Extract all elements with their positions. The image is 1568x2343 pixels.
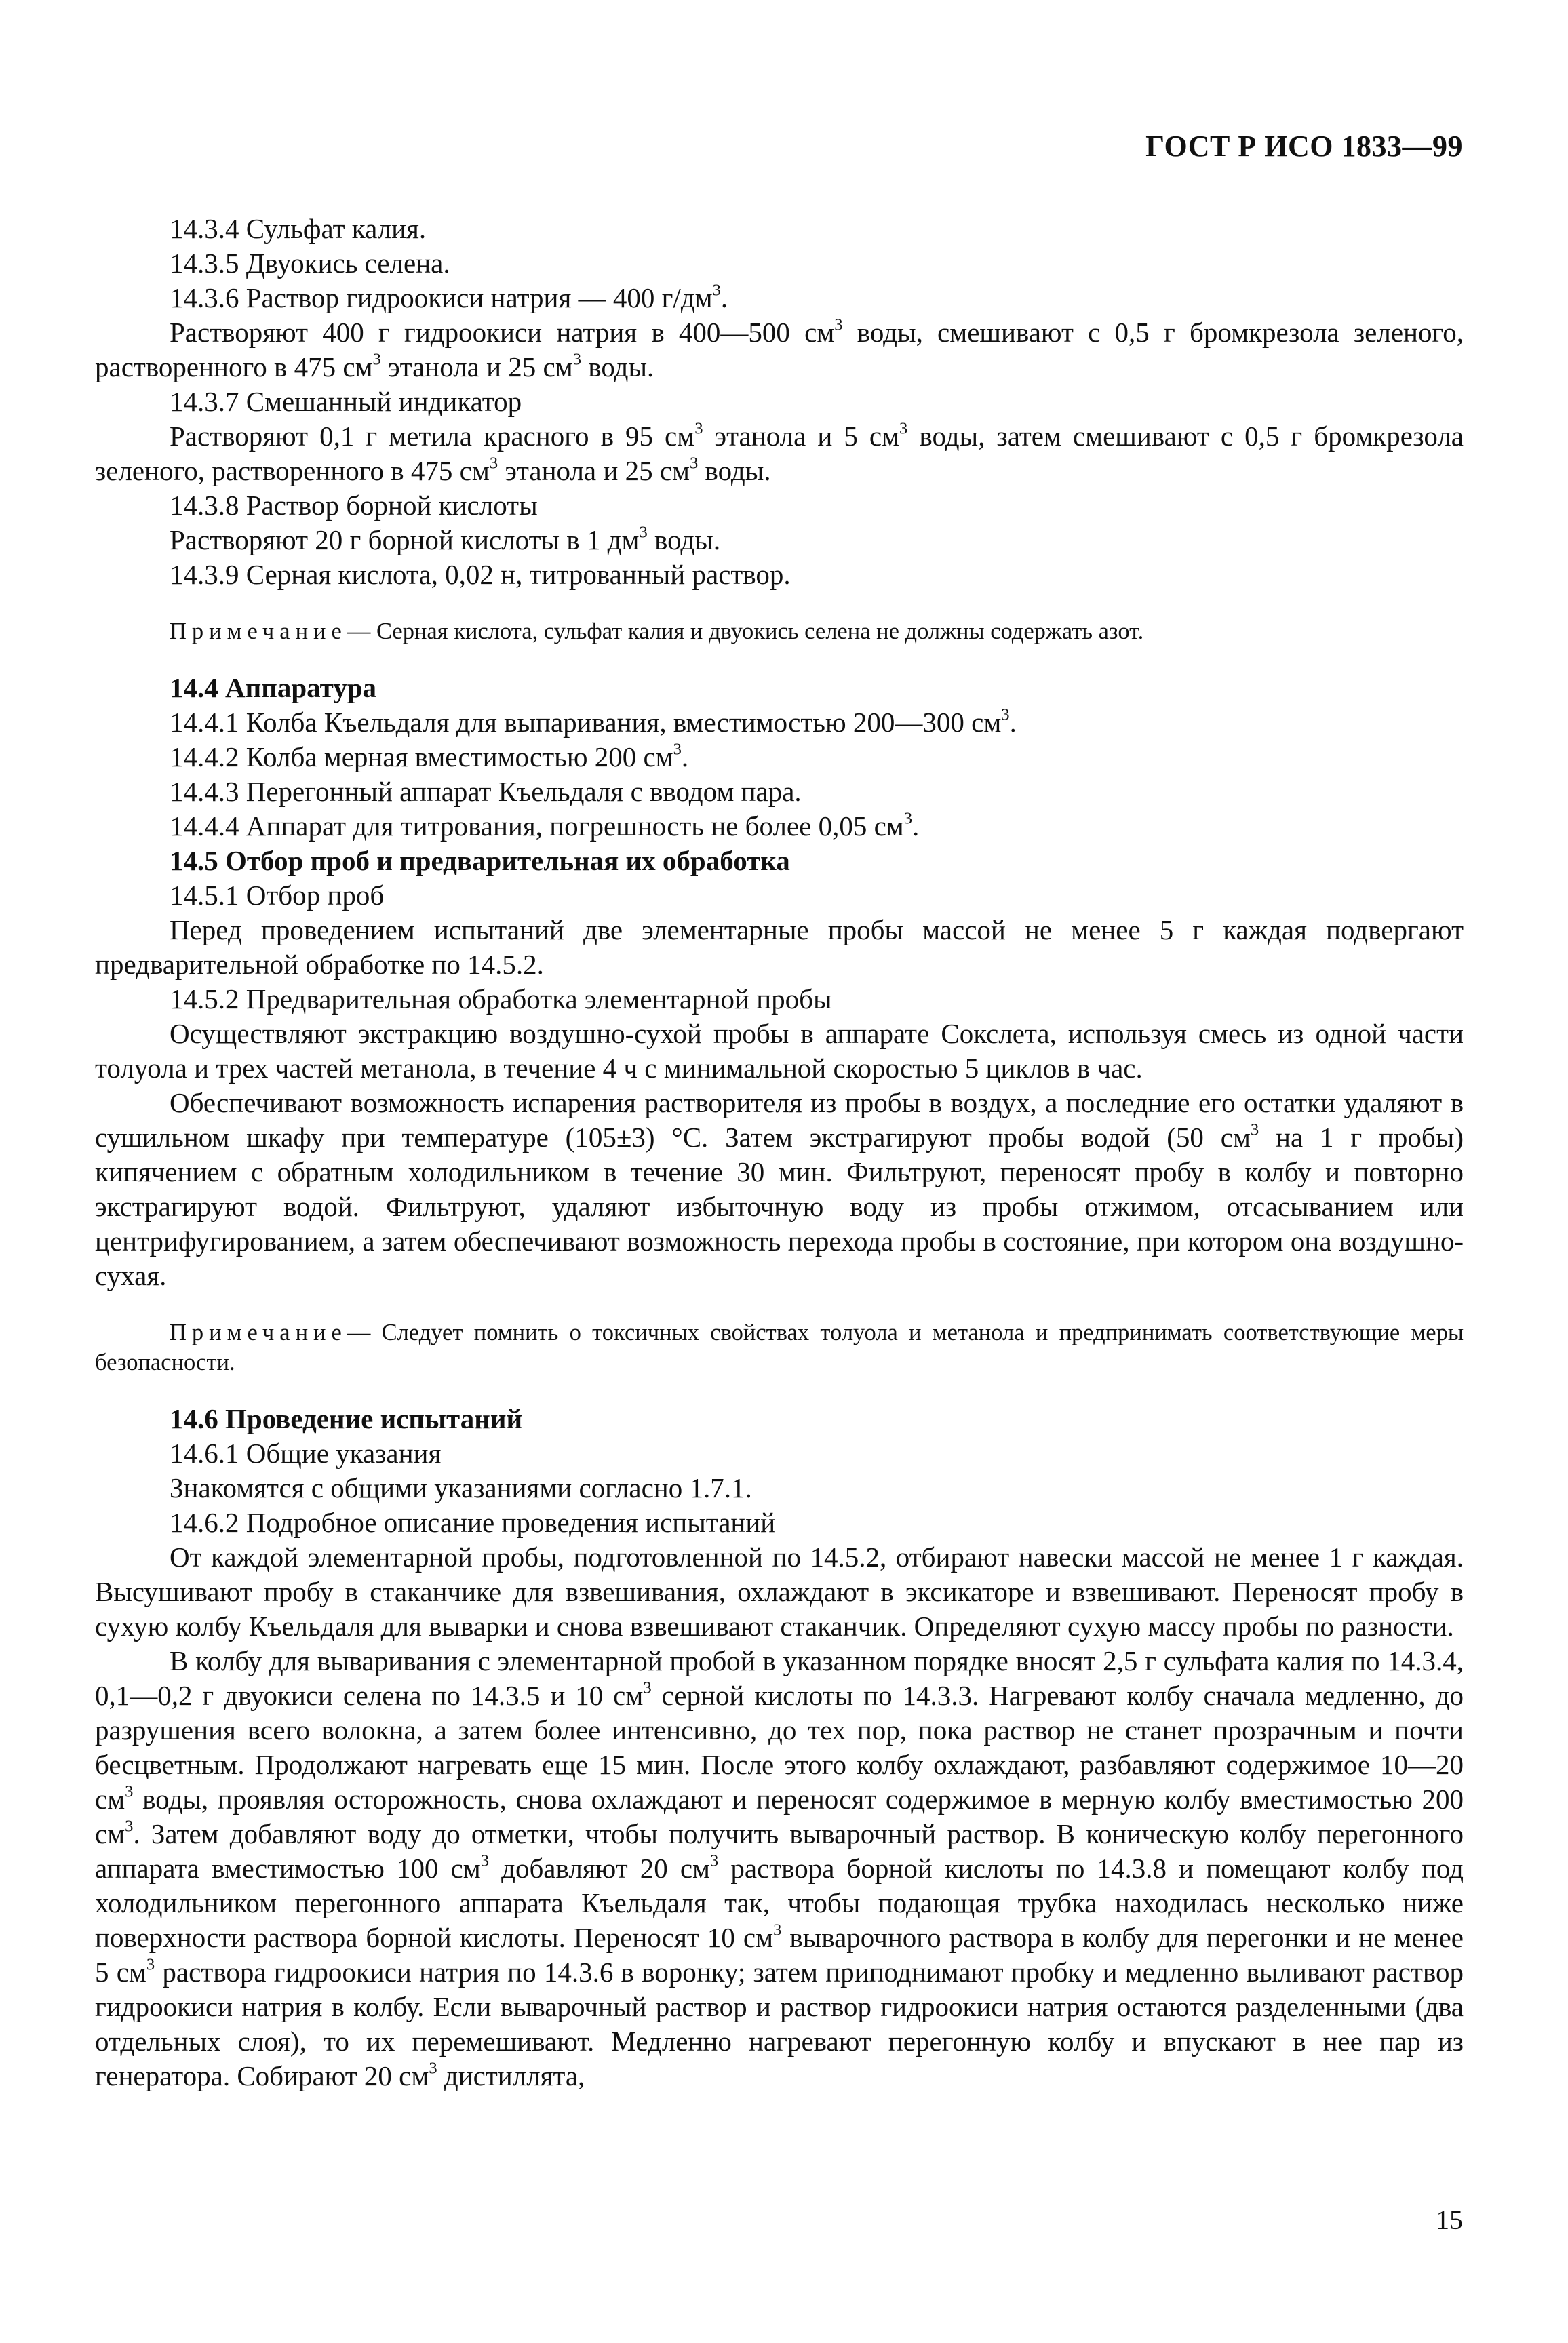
text-run: Растворяют 0,1 г метила красного в 95 см bbox=[170, 420, 695, 452]
text-run: этанола и 5 см bbox=[703, 420, 900, 452]
item-14-4-1 bbox=[95, 705, 1464, 740]
text-run: Растворяют 20 г борной кислоты в 1 дм bbox=[170, 524, 640, 555]
note-text: — Серная кислота, сульфат калия и двуокись селена не должны содержать азот. bbox=[347, 618, 1144, 644]
text-run: 14.4.4 Аппарат для титрования, погрешность не более 0,05 см bbox=[170, 810, 904, 842]
item-14-6-2: 14.6.2 Подробное описание проведения испытаний bbox=[170, 1507, 776, 1538]
item-14-3-6 bbox=[95, 281, 1464, 315]
superscript: 3 bbox=[125, 1782, 134, 1801]
superscript: 3 bbox=[899, 419, 908, 438]
superscript: 3 bbox=[689, 454, 699, 473]
text-run: . bbox=[912, 810, 920, 842]
paragraph-digestion bbox=[95, 1644, 1464, 2093]
superscript: 3 bbox=[429, 2059, 437, 2078]
text-run: . Затем добавляют воду до отметки, чтобы получить выварочный раствор. В коническую колбу перегонного аппарата вместимостью 100 см bbox=[95, 1818, 1464, 1884]
note-reagents bbox=[95, 616, 1464, 646]
note-text: — Следует помнить о токсичных свойствах толуола и метанола и предпринимать соответствующие меры безопасности. bbox=[95, 1320, 1464, 1375]
text-run: на 1 г пробы) кипячением с обратным холодильником в течение 30 мин. Фильтруют, переносят пробу в колбу и повторно экстрагируют водой. Фильтруют, удаляют избыточную воду из пробы отжимом, отсасыванием или центрифугированием, а затем обеспечивают возможность перехода пробы в состояние, при котором она воздушно-сухая. bbox=[95, 1122, 1464, 1291]
superscript: 3 bbox=[834, 315, 843, 334]
text-run: В колбу для вываривания с элементарной пробой в указанном порядке вносят 2,5 г сульфата калия по 14.3.4, 0,1—0,2 г двуокиси селена по 14.3.5 и 10 см bbox=[95, 1645, 1464, 1711]
item-text: . bbox=[720, 282, 728, 313]
superscript: 3 bbox=[903, 809, 913, 828]
superscript: 3 bbox=[1250, 1120, 1259, 1139]
heading-14-5: 14.5 Отбор проб и предварительная их обработка bbox=[170, 845, 790, 876]
superscript: 3 bbox=[572, 350, 581, 369]
item-14-4-2 bbox=[95, 740, 1464, 774]
text-run: . bbox=[681, 741, 689, 772]
paragraph-general-instructions: Знакомятся с общими указаниями согласно 1.7.1. bbox=[170, 1472, 752, 1503]
text-run: воды, проявляя осторожность, снова охлаждают и переносят содержимое в мерную колбу вместимостью 200 см bbox=[95, 1784, 1464, 1849]
superscript: 3 bbox=[1001, 705, 1010, 724]
text-run: воды. bbox=[581, 351, 654, 382]
superscript: 3 bbox=[372, 350, 381, 369]
superscript: 3 bbox=[639, 523, 648, 542]
paragraph-soxhlet: Осуществляют экстракцию воздушно-сухой пробы в аппарате Сокслета, используя смесь из одной части толуола и трех частей метанола, в течение 4 ч с минимальной скоростью 5 циклов в час. bbox=[95, 1018, 1464, 1084]
item-14-4-3: 14.4.3 Перегонный аппарат Къельдаля с вводом пара. bbox=[170, 776, 802, 807]
paragraph-mixed-indicator bbox=[95, 419, 1464, 488]
note-label: Примечание bbox=[170, 1320, 347, 1345]
superscript: 3 bbox=[643, 1678, 652, 1697]
item-14-5-1: 14.5.1 Отбор проб bbox=[170, 880, 385, 911]
item-14-5-2: 14.5.2 Предварительная обработка элементарной пробы bbox=[170, 983, 832, 1015]
superscript: 3 bbox=[773, 1921, 782, 1940]
note-toxicity bbox=[95, 1318, 1464, 1377]
text-run: дистиллята, bbox=[437, 2060, 585, 2091]
item-14-3-9: 14.3.9 Серная кислота, 0,02 н, титрованный раствор. bbox=[170, 559, 791, 590]
text-run: раствора гидроокиси натрия по 14.3.6 в воронку; затем приподнимают пробку и медленно выливают раствор гидроокиси натрия в колбу. Если выварочный раствор и раствор гидроокиси натрия остаются разделенными (два отдельных слоя), то их перемешивают. Медленно нагревают перегонную колбу и впускают в нее пар из генератора. Собирают 20 см bbox=[95, 1956, 1464, 2091]
superscript: 3 bbox=[480, 1851, 489, 1870]
text-run: . bbox=[1009, 707, 1017, 738]
text-run: воды. bbox=[698, 455, 771, 486]
superscript: 3 bbox=[489, 454, 498, 473]
paragraph-drying bbox=[95, 1086, 1464, 1293]
text-run: Растворяют 400 г гидроокиси натрия в 400—500 см bbox=[170, 317, 835, 348]
text-run: Обеспечивают возможность испарения растворителя из пробы в воздух, а последние его остатки удаляют в сушильном шкафу при температуре (105±3) °С. Затем экстрагируют пробы водой (50 см bbox=[95, 1087, 1464, 1153]
paragraph-sampling: Перед проведением испытаний две элементарные пробы массой не менее 5 г каждая подвергают предварительной обработке по 14.5.2. bbox=[95, 914, 1464, 980]
superscript: 3 bbox=[709, 1851, 719, 1870]
superscript: 3 bbox=[694, 419, 703, 438]
text-run: выварочного раствора в колбу для перегонки и не менее 5 см bbox=[95, 1922, 1464, 1988]
item-14-3-8: 14.3.8 Раствор борной кислоты bbox=[170, 490, 538, 521]
text-run: раствора борной кислоты по 14.3.8 и помещают колбу под холодильником перегонного аппарата Къельдаля так, чтобы подающая трубка находилась несколько ниже поверхности раствора борной кислоты. Переносят 10 см bbox=[95, 1853, 1464, 1953]
superscript: 3 bbox=[673, 740, 682, 759]
paragraph-weighing: От каждой элементарной пробы, подготовленной по 14.5.2, отбирают навески массой не менее 1 г каждая. Высушивают пробу в стаканчике для взвешивания, охлаждают в эксикаторе и взвешивают. Переносят пробу в сухую колбу Къельдаля для выварки и снова взвешивают стаканчик. Определяют сухую массу пробы по разности. bbox=[95, 1541, 1464, 1642]
text-run: воды, смешивают с 0,5 г бромкрезола зеленого, растворенного в 475 см bbox=[95, 317, 1464, 382]
item-14-3-4: 14.3.4 Сульфат калия. bbox=[170, 213, 427, 244]
text-run: воды, затем смешивают с 0,5 г бромкрезола зеленого, растворенного в 475 см bbox=[95, 420, 1464, 486]
item-14-3-7: 14.3.7 Смешанный индикатор bbox=[170, 386, 522, 417]
heading-14-4: 14.4 Аппаратура bbox=[170, 672, 376, 703]
text-run: серной кислоты по 14.3.3. Нагревают колбу сначала медленно, до разрушения всего волокна, а затем более интенсивно, до тех пор, пока раствор не станет прозрачным и почти бесцветным. Продолжают нагревать еще 15 мин. После этого колбу охлаждают, разбавляют содержимое 10—20 см bbox=[95, 1680, 1464, 1815]
superscript: 3 bbox=[125, 1817, 134, 1836]
page-number: 15 bbox=[1436, 2205, 1463, 2235]
text-run: 14.4.2 Колба мерная вместимостью 200 см bbox=[170, 741, 673, 772]
document-body bbox=[95, 212, 1464, 2093]
text-run: этанола и 25 см bbox=[498, 455, 690, 486]
superscript: 3 bbox=[146, 1955, 155, 1974]
item-text: 14.3.6 Раствор гидроокиси натрия — 400 г/дм bbox=[170, 282, 713, 313]
text-run: этанола и 25 см bbox=[380, 351, 573, 382]
text-run: 14.4.1 Колба Къельдаля для выпаривания, вместимостью 200—300 см bbox=[170, 707, 1002, 738]
text-run: добавляют 20 см bbox=[489, 1853, 710, 1884]
item-14-6-1: 14.6.1 Общие указания bbox=[170, 1438, 442, 1469]
heading-14-6: 14.6 Проведение испытаний bbox=[170, 1403, 523, 1434]
paragraph-boric-acid bbox=[95, 523, 1464, 557]
document-header-standard: ГОСТ Р ИСО 1833—99 bbox=[1145, 130, 1463, 163]
item-14-4-4 bbox=[95, 809, 1464, 844]
text-run: воды. bbox=[647, 524, 721, 555]
item-14-3-5: 14.3.5 Двуокись селена. bbox=[170, 248, 450, 279]
paragraph-naoh-solution bbox=[95, 315, 1464, 385]
note-label: Примечание bbox=[170, 618, 347, 644]
superscript: 3 bbox=[712, 281, 721, 300]
